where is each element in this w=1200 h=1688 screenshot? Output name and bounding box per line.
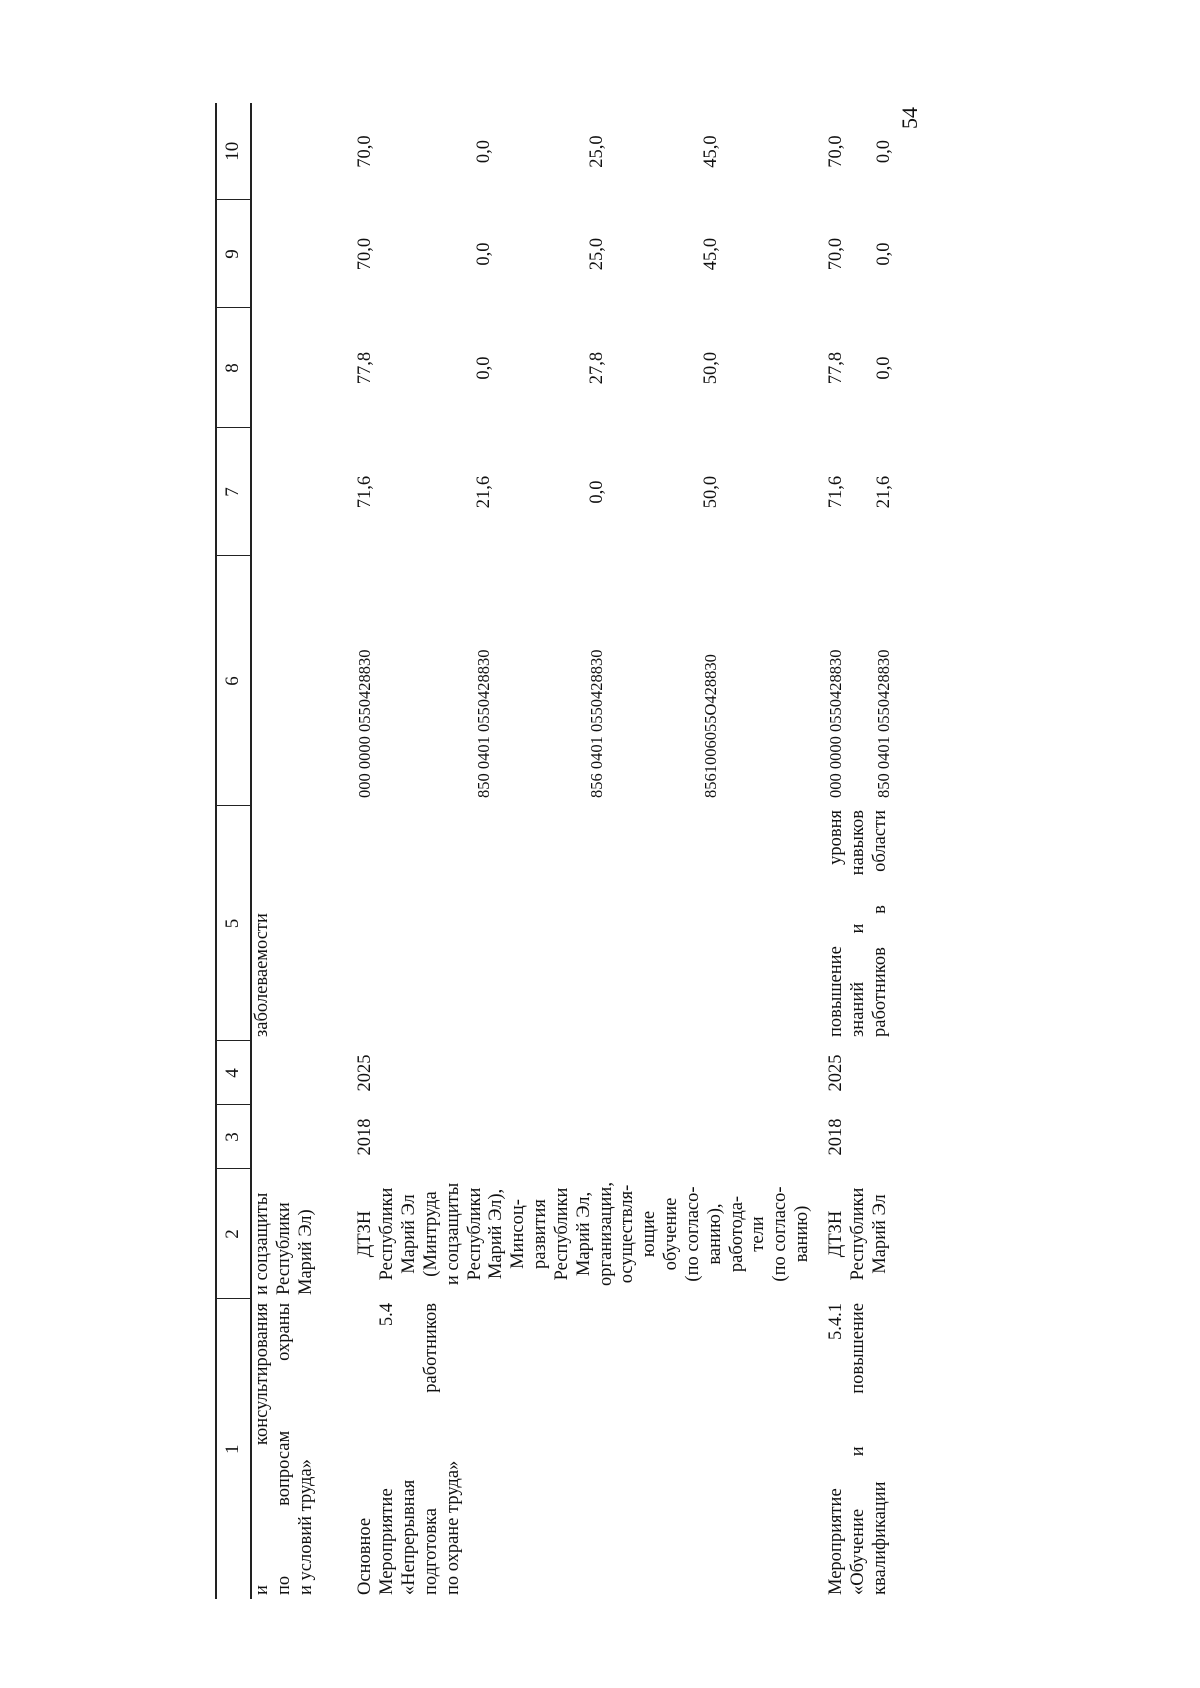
column-header: 10 xyxy=(216,103,251,200)
responsible-executor-cell xyxy=(351,1169,813,1299)
budget-code-cell: 8561006055O428830 xyxy=(700,654,720,798)
cell-line: развития xyxy=(530,1199,551,1269)
activity-name-cell xyxy=(251,1299,317,1599)
value-2021-cell: 45,0 xyxy=(700,135,721,168)
cell-line: Марий Эл xyxy=(399,1194,420,1274)
expected-result-cell xyxy=(822,806,922,1041)
responsible-executor-cell xyxy=(251,1169,317,1299)
column-header: 1 xyxy=(216,1299,251,1599)
cell-line: (Минтруда xyxy=(420,1191,441,1277)
value-2019-cell: 50,0 xyxy=(700,351,721,385)
end-year-cell: 2025 xyxy=(355,1054,376,1092)
value-2019-cell: 77,8 xyxy=(355,351,376,385)
cell-line: Марий Эл xyxy=(869,1194,890,1274)
column-header: 8 xyxy=(216,308,251,428)
cell-line: подготовка работников xyxy=(420,1303,441,1595)
value-2021-cell xyxy=(251,103,317,200)
cell-line: «Обучение и повышение xyxy=(847,1303,868,1595)
start-year-cell: 2018 xyxy=(355,1118,376,1156)
row-gap-cell xyxy=(814,103,822,1599)
column-header: 5 xyxy=(216,806,251,1041)
cell-line: ДТЗН xyxy=(825,1210,846,1258)
expected-result-cell xyxy=(251,806,317,1041)
value-2019-cell: 0,0 xyxy=(474,356,495,380)
value-2018-cell: 50,0 xyxy=(700,475,721,509)
cell-line: по охране труда» xyxy=(442,1460,463,1595)
value-2018-cell: 21,6 xyxy=(873,475,894,509)
table-header-row xyxy=(216,103,251,1599)
value-2020-cell: 70,0 xyxy=(825,237,846,271)
table-row xyxy=(251,103,317,1599)
value-2019-cell xyxy=(251,308,317,428)
cell-line: работников в области xyxy=(869,810,890,1037)
budget-code-cell xyxy=(251,556,317,806)
budget-code-cell: 850 0401 0550428830 xyxy=(474,649,494,798)
cell-line: (по согласо- xyxy=(770,1186,791,1282)
row-gap xyxy=(317,103,351,1599)
cell-line: ющие xyxy=(639,1210,660,1258)
cell-line: Минсоц- xyxy=(508,1199,529,1269)
page-number: 54 xyxy=(897,107,922,129)
cell-line: Основное xyxy=(355,1517,376,1595)
value-2019-cell: 27,8 xyxy=(587,351,608,385)
cell-line: «Непрерывная xyxy=(399,1479,420,1595)
value-2020-cell: 45,0 xyxy=(700,237,721,271)
column-header: 7 xyxy=(216,428,251,556)
budget-code-cell: 856 0401 0550428830 xyxy=(587,649,607,798)
cell-line: знаний и навыков xyxy=(847,810,868,1037)
value-2020-cell: 25,0 xyxy=(587,237,608,271)
budget-table xyxy=(215,103,922,1599)
cell-line: повышение уровня xyxy=(825,810,846,1037)
expected-result-cell xyxy=(351,806,813,1041)
cell-line: работода- xyxy=(726,1195,747,1273)
value-2018-cell: 21,6 xyxy=(474,475,495,509)
cell-line: ванию), xyxy=(704,1203,725,1265)
value-2018-cell xyxy=(251,428,317,556)
row-gap xyxy=(814,103,822,1599)
column-header: 6 xyxy=(216,556,251,806)
value-2019-cell: 77,8 xyxy=(825,351,846,385)
table-row xyxy=(351,103,474,1599)
cell-line: организации, xyxy=(595,1182,616,1286)
end-year-cell: 2025 xyxy=(825,1054,846,1092)
cell-line: Марий Эл, xyxy=(573,1191,594,1277)
value-2021-cell: 0,0 xyxy=(873,139,894,164)
responsible-executor-cell xyxy=(822,1169,922,1299)
value-2020-cell: 70,0 xyxy=(355,237,376,271)
value-2018-cell: 71,6 xyxy=(825,475,846,509)
cell-line: Марий Эл) xyxy=(295,1209,316,1295)
budget-code-cell: 000 0000 0550428830 xyxy=(355,649,375,798)
cell-line: обучение xyxy=(661,1197,682,1271)
cell-line: Республики xyxy=(377,1187,398,1281)
cell-line: осуществля- xyxy=(617,1184,638,1284)
value-2021-cell: 70,0 xyxy=(825,135,846,168)
cell-line: и консультирования xyxy=(252,1303,272,1595)
value-2018-cell: 0,0 xyxy=(587,480,608,504)
cell-line: Республики xyxy=(551,1187,572,1281)
cell-line: и соцзащиты xyxy=(442,1182,463,1286)
cell-line: ванию) xyxy=(792,1205,813,1263)
cell-line: и соцзащиты xyxy=(252,1192,272,1295)
row-gap-cell xyxy=(317,103,351,1599)
end-year-cell xyxy=(251,1041,317,1105)
column-header: 3 xyxy=(216,1105,251,1169)
cell-line: ДТЗН xyxy=(355,1210,376,1258)
rotated-table-container xyxy=(215,103,1005,1599)
activity-name-cell xyxy=(351,1299,813,1599)
cell-line: тели xyxy=(748,1216,769,1252)
cell-line: Республики xyxy=(273,1202,294,1295)
cell-line: квалификации xyxy=(869,1481,890,1595)
activity-name-cell xyxy=(822,1299,922,1599)
value-2020-cell: 0,0 xyxy=(474,242,495,266)
cell-line: Марий Эл), xyxy=(486,1188,507,1280)
value-2020-cell xyxy=(251,200,317,308)
cell-line: и условий труда» xyxy=(295,1459,316,1595)
value-2021-cell: 70,0 xyxy=(355,135,376,168)
budget-code-cell: 850 0401 0550428830 xyxy=(873,649,893,798)
value-2019-cell: 0,0 xyxy=(873,356,894,380)
cell-line: по вопросам охраны xyxy=(273,1303,294,1595)
budget-code-cell: 000 0000 0550428830 xyxy=(825,649,845,798)
column-header: 2 xyxy=(216,1169,251,1299)
value-2021-cell: 0,0 xyxy=(474,139,495,164)
cell-line: (по согласо- xyxy=(682,1186,703,1282)
cell-line: Мероприятие 5.4 xyxy=(377,1303,398,1595)
cell-line: Республики xyxy=(847,1187,868,1281)
value-2020-cell: 0,0 xyxy=(873,242,894,266)
column-header: 9 xyxy=(216,200,251,308)
value-2021-cell: 25,0 xyxy=(587,135,608,168)
start-year-cell xyxy=(251,1105,317,1169)
value-2018-cell: 71,6 xyxy=(355,475,376,509)
cell-line: заболеваемости xyxy=(252,913,272,1037)
cell-line: Мероприятие 5.4.1 xyxy=(825,1303,846,1595)
cell-line: Республики xyxy=(464,1187,485,1281)
column-header: 4 xyxy=(216,1041,251,1105)
start-year-cell: 2018 xyxy=(825,1118,846,1156)
table-row xyxy=(822,103,874,1599)
